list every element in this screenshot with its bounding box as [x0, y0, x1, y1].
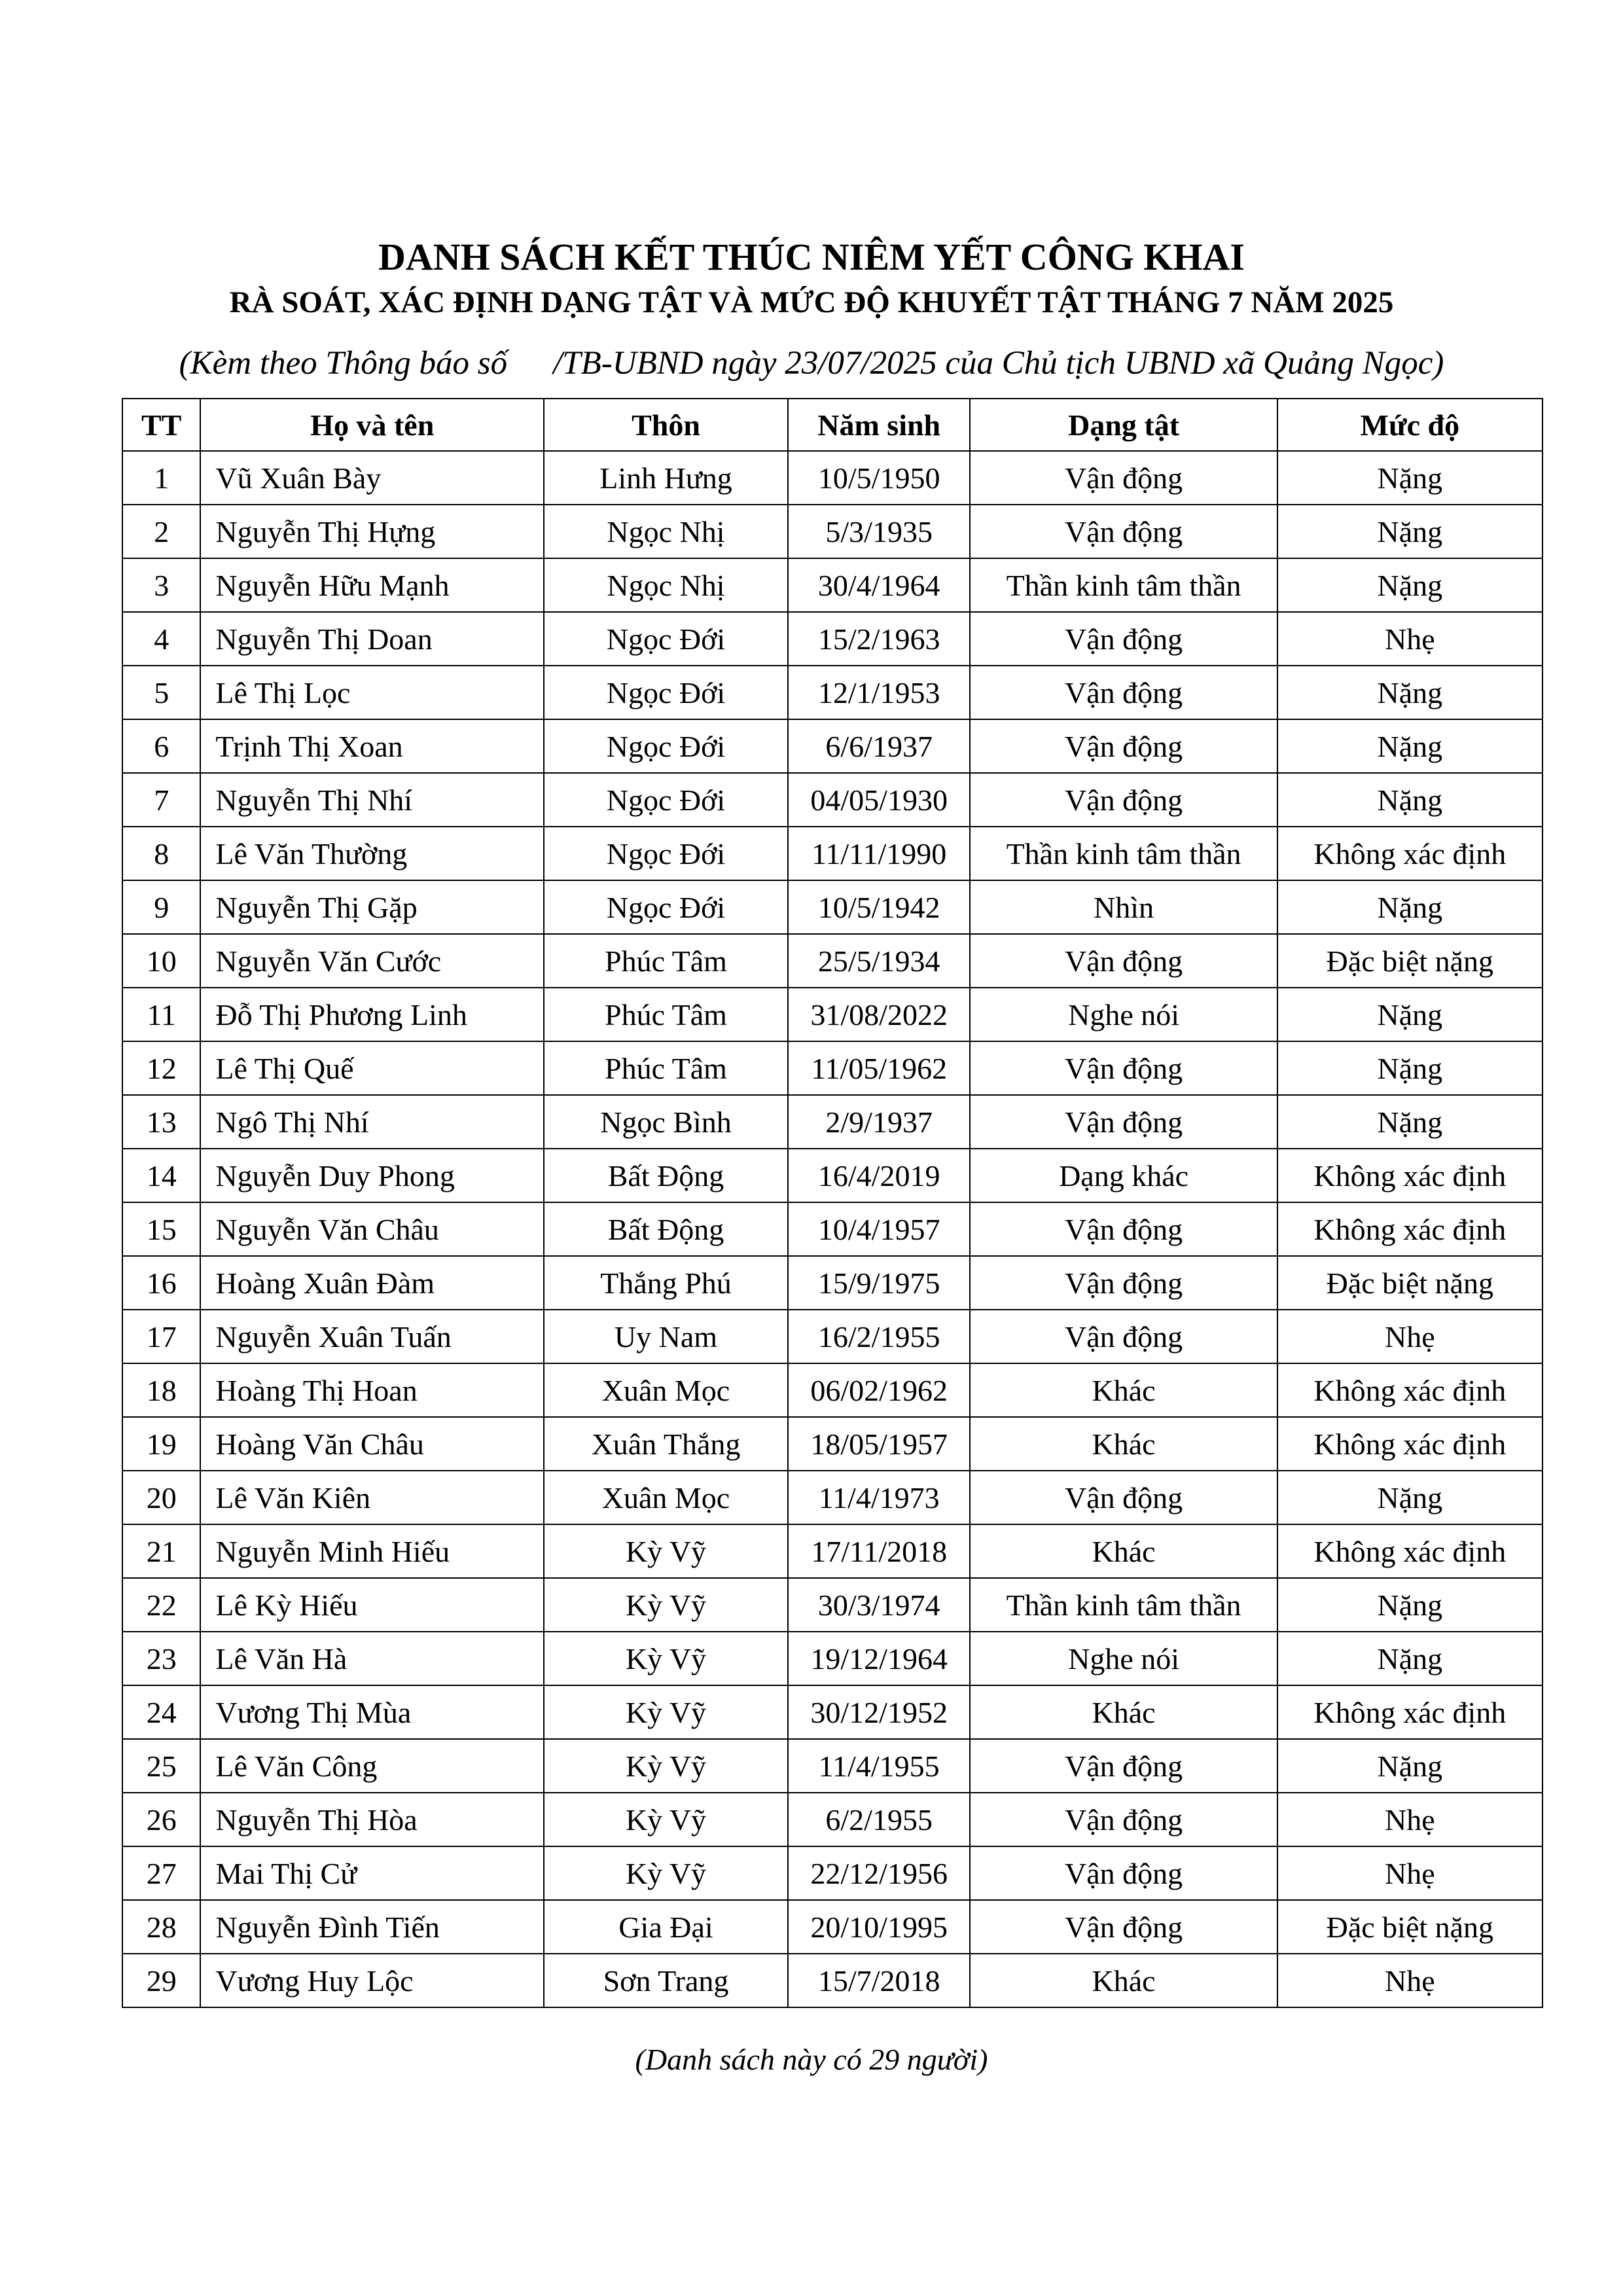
table-row: [122, 719, 1543, 773]
row-number: 19: [122, 1417, 200, 1471]
disability-list-table: [122, 398, 1543, 2008]
person-name: Nguyễn Thị Hựng: [200, 505, 544, 558]
severity-level: Nặng: [1277, 988, 1543, 1041]
disability-type: Nghe nói: [970, 1632, 1277, 1685]
person-name: Trịnh Thị Xoan: [200, 719, 544, 773]
disability-type: Vận động: [970, 1310, 1277, 1363]
birth-date: 16/2/1955: [788, 1310, 971, 1363]
disability-type: Vận động: [970, 1846, 1277, 1900]
disability-type: Vận động: [970, 1095, 1277, 1149]
disability-type: Nghe nói: [970, 988, 1277, 1041]
village-name: Ngọc Đới: [544, 880, 788, 934]
severity-level: Nhẹ: [1277, 612, 1543, 666]
table-row: [122, 1846, 1543, 1900]
row-number: 17: [122, 1310, 200, 1363]
row-number: 8: [122, 827, 200, 880]
village-name: Ngọc Đới: [544, 612, 788, 666]
row-number: 26: [122, 1793, 200, 1846]
disability-type: Vận động: [970, 934, 1277, 988]
severity-level: Không xác định: [1277, 1685, 1543, 1739]
severity-level: Không xác định: [1277, 1363, 1543, 1417]
village-name: Xuân Mọc: [544, 1471, 788, 1524]
severity-level: Nặng: [1277, 505, 1543, 558]
row-number: 11: [122, 988, 200, 1041]
row-number: 28: [122, 1900, 200, 1954]
birth-date: 30/4/1964: [788, 558, 971, 612]
row-number: 20: [122, 1471, 200, 1524]
table-row: [122, 612, 1543, 666]
severity-level: Nặng: [1277, 1739, 1543, 1793]
birth-date: 11/05/1962: [788, 1041, 971, 1095]
village-name: Kỳ Vỹ: [544, 1846, 788, 1900]
village-name: Ngọc Đới: [544, 827, 788, 880]
severity-level: Nhẹ: [1277, 1846, 1543, 1900]
birth-date: 11/4/1973: [788, 1471, 971, 1524]
header-disability-type: Dạng tật: [970, 399, 1277, 451]
severity-level: Nặng: [1277, 451, 1543, 505]
birth-date: 6/6/1937: [788, 719, 971, 773]
person-name: Nguyễn Minh Hiếu: [200, 1524, 544, 1578]
table-row: [122, 880, 1543, 934]
birth-date: 25/5/1934: [788, 934, 971, 988]
birth-date: 10/4/1957: [788, 1202, 971, 1256]
severity-level: Nặng: [1277, 1095, 1543, 1149]
row-number: 9: [122, 880, 200, 934]
person-name: Nguyễn Đình Tiến: [200, 1900, 544, 1954]
severity-level: Không xác định: [1277, 827, 1543, 880]
table-row: [122, 988, 1543, 1041]
village-name: Kỳ Vỹ: [544, 1793, 788, 1846]
birth-date: 22/12/1956: [788, 1846, 971, 1900]
disability-type: Khác: [970, 1524, 1277, 1578]
village-name: Ngọc Nhị: [544, 558, 788, 612]
row-number: 25: [122, 1739, 200, 1793]
village-name: Phúc Tâm: [544, 934, 788, 988]
village-name: Uy Nam: [544, 1310, 788, 1363]
header-severity: Mức độ: [1277, 399, 1543, 451]
table-row: [122, 666, 1543, 719]
birth-date: 30/3/1974: [788, 1578, 971, 1632]
person-name: Nguyễn Văn Châu: [200, 1202, 544, 1256]
severity-level: Nặng: [1277, 1041, 1543, 1095]
person-name: Hoàng Xuân Đàm: [200, 1256, 544, 1310]
row-number: 3: [122, 558, 200, 612]
row-number: 24: [122, 1685, 200, 1739]
severity-level: Không xác định: [1277, 1417, 1543, 1471]
table-row: [122, 1685, 1543, 1739]
disability-type: Dạng khác: [970, 1149, 1277, 1202]
disability-type: Khác: [970, 1417, 1277, 1471]
table-row: [122, 1363, 1543, 1417]
table-row: [122, 1310, 1543, 1363]
village-name: Phúc Tâm: [544, 988, 788, 1041]
disability-type: Vận động: [970, 505, 1277, 558]
table-row: [122, 1739, 1543, 1793]
severity-level: Nặng: [1277, 1471, 1543, 1524]
row-number: 2: [122, 505, 200, 558]
birth-date: 2/9/1937: [788, 1095, 971, 1149]
person-name: Nguyễn Thị Nhí: [200, 773, 544, 827]
severity-level: Nặng: [1277, 880, 1543, 934]
row-number: 6: [122, 719, 200, 773]
severity-level: Nặng: [1277, 1632, 1543, 1685]
table-row: [122, 505, 1543, 558]
row-number: 10: [122, 934, 200, 988]
village-name: Ngọc Đới: [544, 719, 788, 773]
village-name: Ngọc Đới: [544, 773, 788, 827]
village-name: Xuân Mọc: [544, 1363, 788, 1417]
birth-date: 10/5/1950: [788, 451, 971, 505]
village-name: Ngọc Đới: [544, 666, 788, 719]
table-row: [122, 773, 1543, 827]
person-name: Nguyễn Văn Cước: [200, 934, 544, 988]
header-tt: TT: [122, 399, 200, 451]
village-name: Kỳ Vỹ: [544, 1578, 788, 1632]
table-row: [122, 1202, 1543, 1256]
disability-type: Thần kinh tâm thần: [970, 1578, 1277, 1632]
table-row: [122, 1954, 1543, 2007]
disability-type: Vận động: [970, 1739, 1277, 1793]
disability-type: Khác: [970, 1954, 1277, 2007]
table-row: [122, 558, 1543, 612]
disability-type: Vận động: [970, 1256, 1277, 1310]
severity-level: Đặc biệt nặng: [1277, 1256, 1543, 1310]
birth-date: 15/7/2018: [788, 1954, 971, 2007]
severity-level: Không xác định: [1277, 1524, 1543, 1578]
table-row: [122, 1524, 1543, 1578]
birth-date: 31/08/2022: [788, 988, 971, 1041]
person-name: Lê Thị Lọc: [200, 666, 544, 719]
table-header-row: [122, 399, 1543, 451]
row-number: 14: [122, 1149, 200, 1202]
header-village: Thôn: [544, 399, 788, 451]
person-name: Lê Văn Thường: [200, 827, 544, 880]
person-name: Lê Thị Quế: [200, 1041, 544, 1095]
person-name: Vương Thị Mùa: [200, 1685, 544, 1739]
disability-type: Vận động: [970, 612, 1277, 666]
village-name: Ngọc Nhị: [544, 505, 788, 558]
severity-level: Nặng: [1277, 666, 1543, 719]
disability-type: Vận động: [970, 666, 1277, 719]
birth-date: 15/9/1975: [788, 1256, 971, 1310]
table-row: [122, 1041, 1543, 1095]
village-name: Bất Động: [544, 1202, 788, 1256]
row-number: 22: [122, 1578, 200, 1632]
disability-type: Thần kinh tâm thần: [970, 827, 1277, 880]
village-name: Thắng Phú: [544, 1256, 788, 1310]
row-number: 16: [122, 1256, 200, 1310]
table-row: [122, 1256, 1543, 1310]
disability-type: Vận động: [970, 773, 1277, 827]
birth-date: 16/4/2019: [788, 1149, 971, 1202]
row-number: 15: [122, 1202, 200, 1256]
row-number: 7: [122, 773, 200, 827]
village-name: Kỳ Vỹ: [544, 1685, 788, 1739]
person-name: Mai Thị Cử: [200, 1846, 544, 1900]
row-number: 1: [122, 451, 200, 505]
birth-date: 19/12/1964: [788, 1632, 971, 1685]
attachment-note: [0, 343, 1623, 384]
village-name: Bất Động: [544, 1149, 788, 1202]
table-row: [122, 1149, 1543, 1202]
person-name: Ngô Thị Nhí: [200, 1095, 544, 1149]
severity-level: Không xác định: [1277, 1149, 1543, 1202]
birth-date: 04/05/1930: [788, 773, 971, 827]
header-birth-date: Năm sinh: [788, 399, 971, 451]
disability-type: Vận động: [970, 1471, 1277, 1524]
birth-date: 20/10/1995: [788, 1900, 971, 1954]
disability-type: Vận động: [970, 719, 1277, 773]
birth-date: 11/4/1955: [788, 1739, 971, 1793]
row-number: 4: [122, 612, 200, 666]
village-name: Linh Hưng: [544, 451, 788, 505]
header-full-name: Họ và tên: [200, 399, 544, 451]
village-name: Kỳ Vỹ: [544, 1739, 788, 1793]
attachment-note-part1: (Kèm theo Thông báo số: [179, 345, 508, 382]
person-name: Hoàng Thị Hoan: [200, 1363, 544, 1417]
document-subtitle-heading: RÀ SOÁT, XÁC ĐỊNH DẠNG TẬT VÀ MỨC ĐỘ KHUYẾT TẬT THÁNG 7 NĂM 2025: [229, 285, 1394, 319]
birth-date: 6/2/1955: [788, 1793, 971, 1846]
village-name: Sơn Trang: [544, 1954, 788, 2007]
person-name: Nguyễn Thị Gặp: [200, 880, 544, 934]
table-body: [122, 451, 1543, 2007]
village-name: Ngọc Bình: [544, 1095, 788, 1149]
person-name: Lê Kỳ Hiếu: [200, 1578, 544, 1632]
person-name: Nguyễn Xuân Tuấn: [200, 1310, 544, 1363]
person-name: Lê Văn Công: [200, 1739, 544, 1793]
table-row: [122, 1578, 1543, 1632]
table-row: [122, 1793, 1543, 1846]
table-row: [122, 1900, 1543, 1954]
birth-date: 06/02/1962: [788, 1363, 971, 1417]
severity-level: Nặng: [1277, 558, 1543, 612]
row-number: 23: [122, 1632, 200, 1685]
attachment-note-part2: /TB-UBND ngày 23/07/2025 của Chủ tịch UBND xã Quảng Ngọc): [553, 345, 1444, 382]
severity-level: Không xác định: [1277, 1202, 1543, 1256]
disability-type: Thần kinh tâm thần: [970, 558, 1277, 612]
row-number: 5: [122, 666, 200, 719]
person-name: Vương Huy Lộc: [200, 1954, 544, 2007]
birth-date: 18/05/1957: [788, 1417, 971, 1471]
person-name: Nguyễn Duy Phong: [200, 1149, 544, 1202]
birth-date: 5/3/1935: [788, 505, 971, 558]
person-name: Nguyễn Thị Doan: [200, 612, 544, 666]
birth-date: 17/11/2018: [788, 1524, 971, 1578]
birth-date: 10/5/1942: [788, 880, 971, 934]
person-name: Nguyễn Thị Hòa: [200, 1793, 544, 1846]
table-row: [122, 1632, 1543, 1685]
disability-type: Khác: [970, 1363, 1277, 1417]
birth-date: 11/11/1990: [788, 827, 971, 880]
village-name: Kỳ Vỹ: [544, 1632, 788, 1685]
birth-date: 12/1/1953: [788, 666, 971, 719]
document-title: DANH SÁCH KẾT THÚC NIÊM YẾT CÔNG KHAI: [378, 236, 1245, 278]
table-row: [122, 827, 1543, 880]
row-number: 18: [122, 1363, 200, 1417]
table-row: [122, 451, 1543, 505]
severity-level: Nặng: [1277, 719, 1543, 773]
person-name: Hoàng Văn Châu: [200, 1417, 544, 1471]
severity-level: Đặc biệt nặng: [1277, 934, 1543, 988]
person-name: Lê Văn Hà: [200, 1632, 544, 1685]
list-count-note: (Danh sách này có 29 người): [635, 2043, 988, 2076]
disability-type: Vận động: [970, 451, 1277, 505]
row-number: 29: [122, 1954, 200, 2007]
disability-type: Khác: [970, 1685, 1277, 1739]
severity-level: Nặng: [1277, 773, 1543, 827]
village-name: Kỳ Vỹ: [544, 1524, 788, 1578]
village-name: Xuân Thắng: [544, 1417, 788, 1471]
row-number: 27: [122, 1846, 200, 1900]
table-row: [122, 934, 1543, 988]
row-number: 12: [122, 1041, 200, 1095]
row-number: 13: [122, 1095, 200, 1149]
severity-level: Đặc biệt nặng: [1277, 1900, 1543, 1954]
person-name: Đỗ Thị Phương Linh: [200, 988, 544, 1041]
table-row: [122, 1471, 1543, 1524]
person-name: Vũ Xuân Bày: [200, 451, 544, 505]
person-name: Lê Văn Kiên: [200, 1471, 544, 1524]
severity-level: Nhẹ: [1277, 1793, 1543, 1846]
disability-type: Vận động: [970, 1202, 1277, 1256]
severity-level: Nhẹ: [1277, 1310, 1543, 1363]
disability-type: Vận động: [970, 1793, 1277, 1846]
severity-level: Nặng: [1277, 1578, 1543, 1632]
row-number: 21: [122, 1524, 200, 1578]
table-row: [122, 1095, 1543, 1149]
birth-date: 30/12/1952: [788, 1685, 971, 1739]
village-name: Gia Đại: [544, 1900, 788, 1954]
table-row: [122, 1417, 1543, 1471]
birth-date: 15/2/1963: [788, 612, 971, 666]
severity-level: Nhẹ: [1277, 1954, 1543, 2007]
disability-type: Nhìn: [970, 880, 1277, 934]
village-name: Phúc Tâm: [544, 1041, 788, 1095]
person-name: Nguyễn Hữu Mạnh: [200, 558, 544, 612]
disability-type: Vận động: [970, 1041, 1277, 1095]
disability-type: Vận động: [970, 1900, 1277, 1954]
